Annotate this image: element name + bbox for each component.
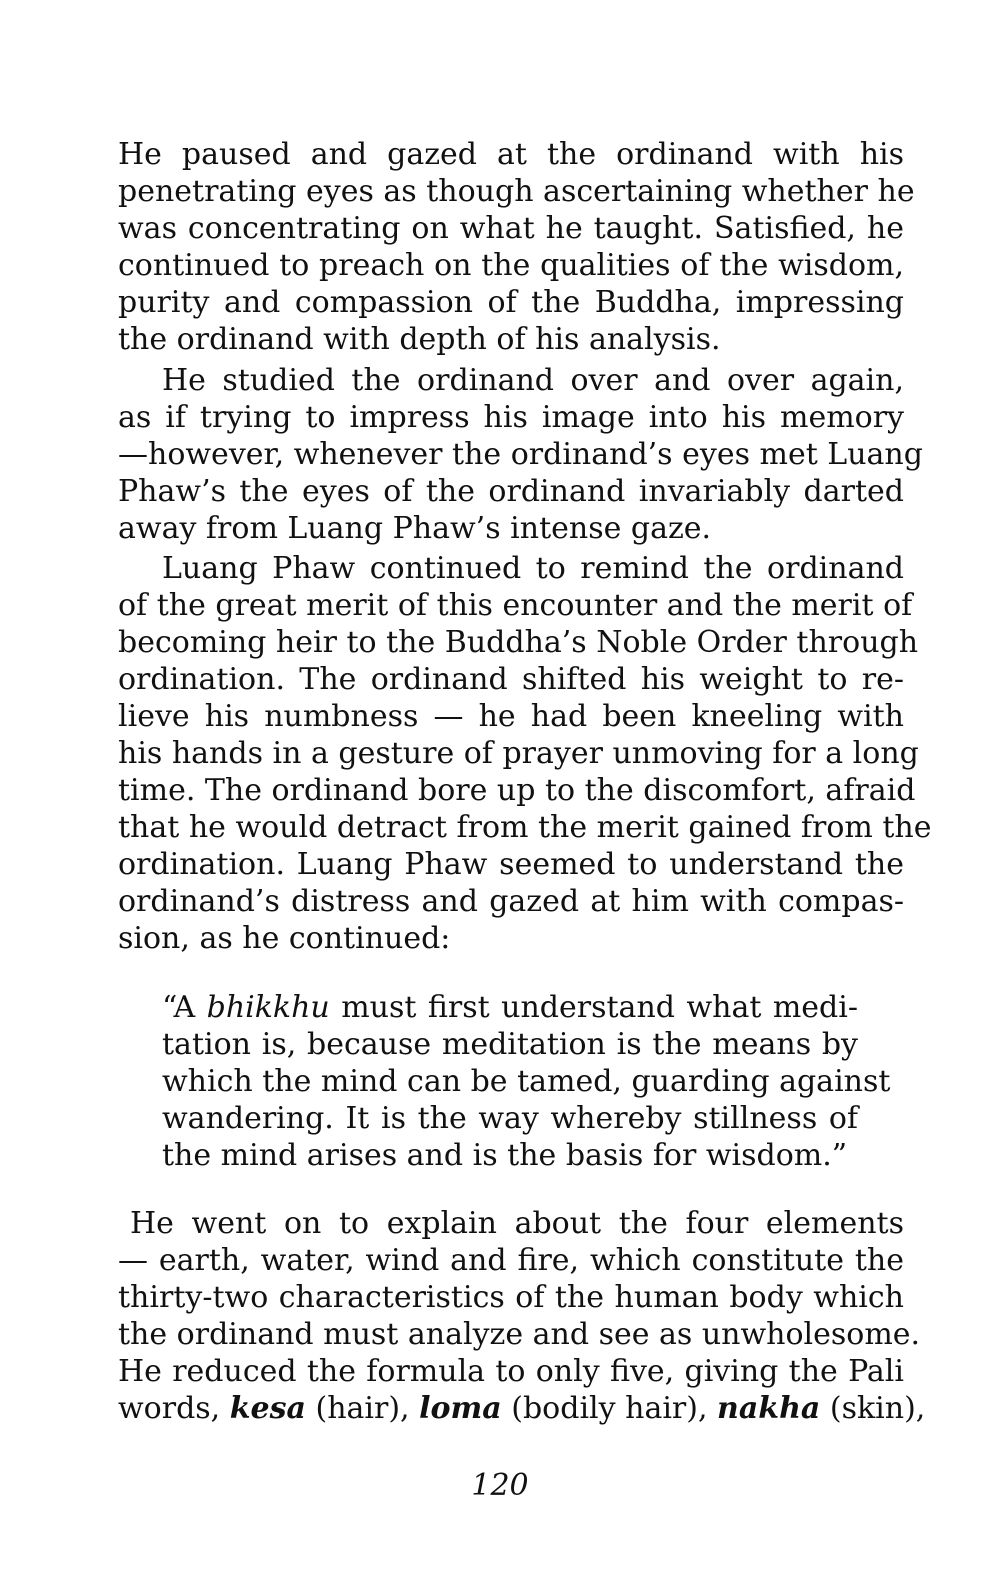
text-line: away from Luang Phaw’s intense gaze. <box>118 511 712 546</box>
text-line: ordinand’s distress and gazed at him with compas- <box>118 884 904 919</box>
text-line: lieve his numbness — he had been kneeling with <box>118 699 904 734</box>
text-line: He reduced the formula to only five, giving the Pali <box>118 1354 904 1389</box>
text-span: words, <box>118 1391 230 1426</box>
quote-line-rest: must first understand what medi- <box>329 990 858 1025</box>
text-line: time. The ordinand bore up to the discomfort, afraid <box>118 773 916 808</box>
pali-term: nakha <box>717 1391 821 1426</box>
text-line: sion, as he continued: <box>118 921 451 956</box>
text-line: He studied the ordinand over and over again, <box>162 363 904 398</box>
text-line: purity and compassion of the Buddha, impressing <box>118 285 904 320</box>
quote-line <box>162 989 858 1026</box>
quote-open: “A <box>162 990 207 1025</box>
page-number: 120 <box>471 1468 529 1503</box>
quote-line: wandering. It is the way whereby stillness of <box>162 1101 858 1136</box>
text-line: He paused and gazed at the ordinand with his <box>118 137 904 172</box>
text-line <box>118 1390 926 1427</box>
text-line: penetrating eyes as though ascertaining whether he <box>118 174 915 209</box>
text-span: (bodily hair), <box>501 1391 718 1426</box>
pali-term: kesa <box>229 1391 306 1426</box>
text-span: (skin), <box>820 1391 926 1426</box>
text-line: as if trying to impress his image into his memory <box>118 400 904 435</box>
text-line: —however, whenever the ordinand’s eyes met Luang <box>118 437 923 472</box>
quote-line: which the mind can be tamed, guarding against <box>162 1064 891 1099</box>
text-line: Phaw’s the eyes of the ordinand invariably darted <box>118 474 904 509</box>
text-line: continued to preach on the qualities of the wisdom, <box>118 248 904 283</box>
text-line: that he would detract from the merit gained from the <box>118 810 932 845</box>
text-line: He went on to explain about the four elements <box>130 1206 904 1241</box>
text-line: of the great merit of this encounter and the merit of <box>118 588 913 623</box>
quote-line: the mind arises and is the basis for wisdom.” <box>162 1138 848 1173</box>
text-line: — earth, water, wind and fire, which constitute the <box>118 1243 904 1278</box>
text-line: the ordinand with depth of his analysis. <box>118 322 721 357</box>
pali-term: bhikkhu <box>206 990 330 1025</box>
pali-term: loma <box>419 1391 502 1426</box>
text-line: was concentrating on what he taught. Satisfied, he <box>118 211 904 246</box>
text-line: his hands in a gesture of prayer unmoving for a long <box>118 736 919 771</box>
text-line: becoming heir to the Buddha’s Noble Order through <box>118 625 919 660</box>
text-line: the ordinand must analyze and see as unwholesome. <box>118 1317 921 1352</box>
text-line: ordination. Luang Phaw seemed to understand the <box>118 847 904 882</box>
text-line: Luang Phaw continued to remind the ordinand <box>162 551 904 586</box>
text-span: (hair), <box>305 1391 420 1426</box>
quote-line: tation is, because meditation is the means by <box>162 1027 858 1062</box>
text-line: thirty-two characteristics of the human body which <box>118 1280 904 1315</box>
text-line: ordination. The ordinand shifted his weight to re- <box>118 662 904 697</box>
